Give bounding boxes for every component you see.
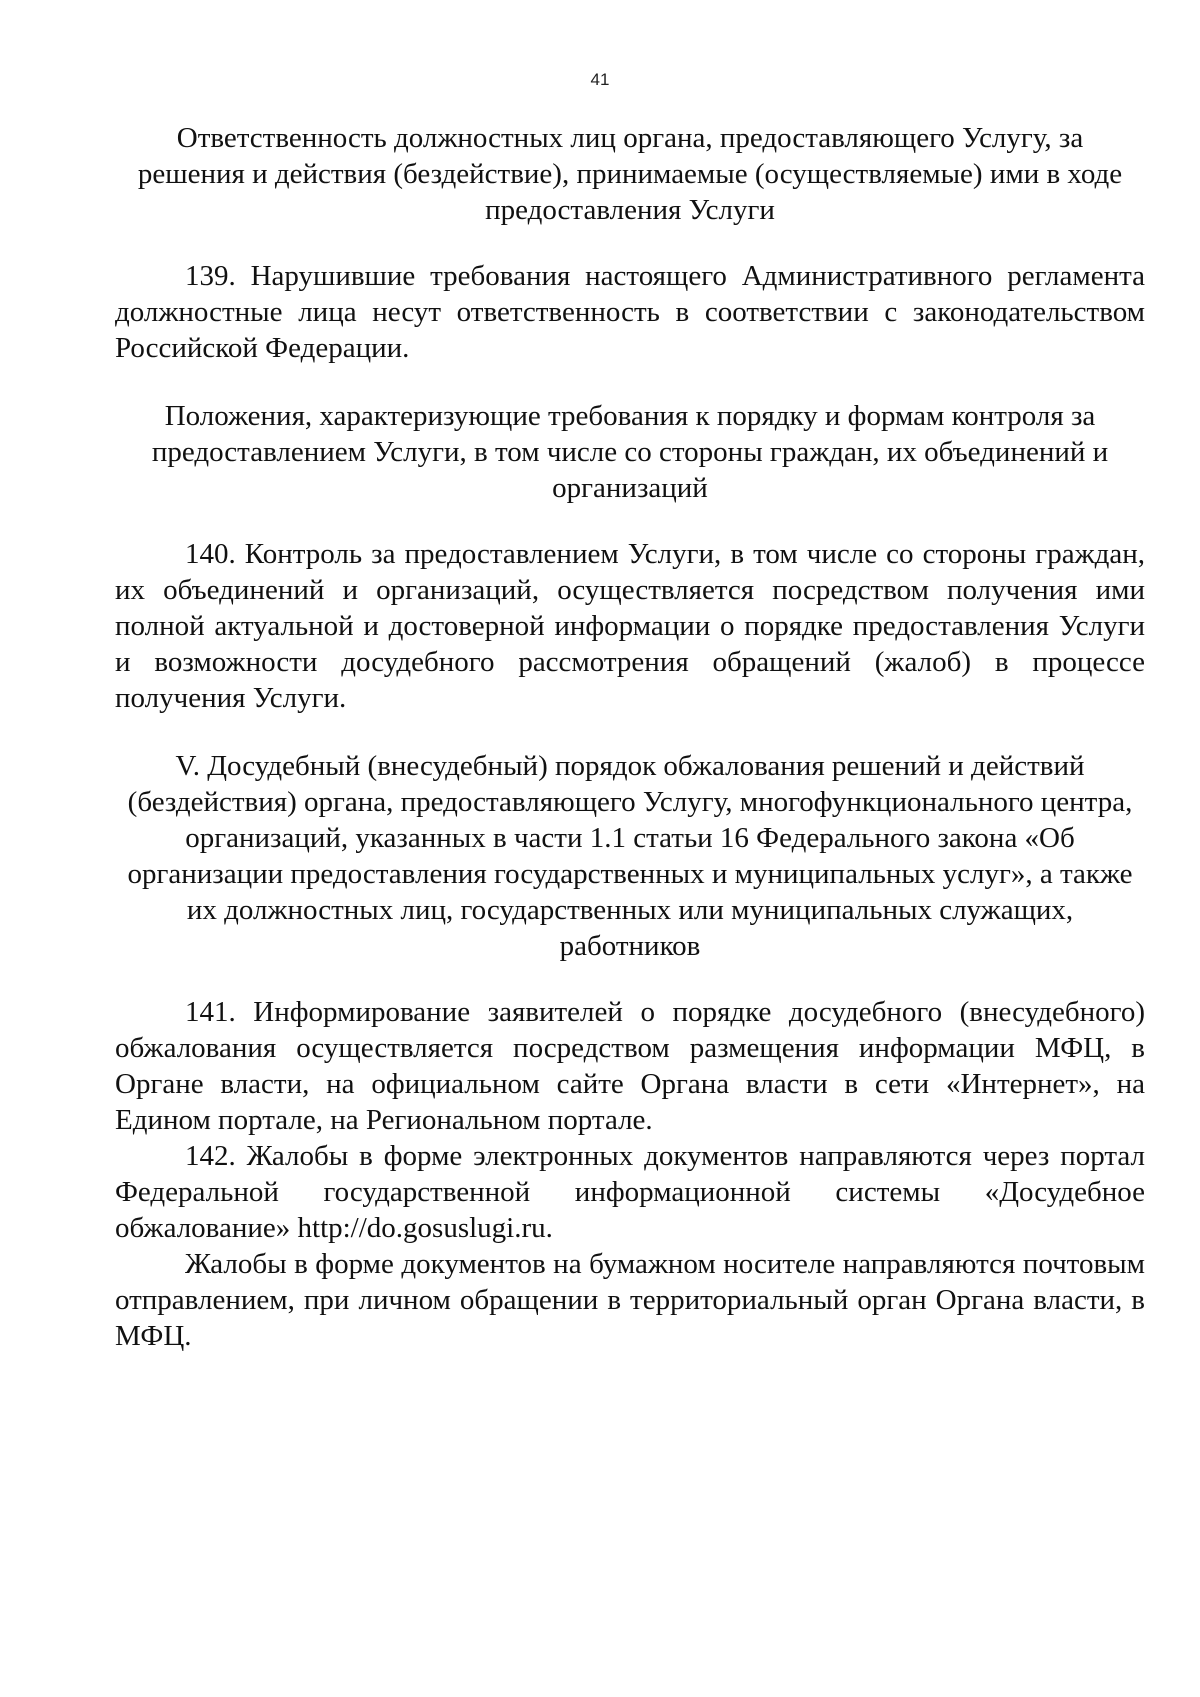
section-heading: V. Досудебный (внесудебный) порядок обжалования решений и действий (бездействия) органа, предоставляющего Услугу, многофункционального центра, организаций, указанных в части 1.1 статьи 16 Федерального закона «Об организации предоставления государственных и муниципальных услуг», а также их должностных лиц, государственных или муниципальных служащих, работников: [127, 750, 1133, 962]
paragraph-142: 142. Жалобы в форме электронных документов направляются через портал Федеральной государственной информационной системы «Досудебное обжалование» http://do.gosuslugi.ru.: [115, 1140, 1145, 1244]
paragraph-139: 139. Нарушившие требования настоящего Административного регламента должностные лица несут ответственность в соответствии с законодательством Российской Федерации.: [115, 260, 1145, 364]
section-control: [115, 398, 1145, 716]
section-responsibility: [115, 120, 1145, 366]
paragraph-141: 141. Информирование заявителей о порядке досудебного (внесудебного) обжалования осуществляется посредством размещения информации МФЦ, в Органе власти, на официальном сайте Органа власти в сети «Интернет», на Едином портале, на Региональном портале.: [115, 996, 1145, 1136]
page-number: 41: [590, 70, 610, 89]
section-appeal: [115, 748, 1145, 1354]
paragraph-140: 140. Контроль за предоставлением Услуги, в том числе со стороны граждан, их объединений и организаций, осуществляется посредством получения ими полной актуальной и достоверной информации о порядке предоставления Услуги и возможности досудебного рассмотрения обращений (жалоб) в процессе получения Услуги.: [115, 538, 1145, 714]
document-body: [115, 120, 1145, 1354]
section-heading: Ответственность должностных лиц органа, предоставляющего Услугу, за решения и действия (бездействие), принимаемые (осуществляемые) ими в ходе предоставления Услуги: [137, 122, 1123, 226]
section-heading: Положения, характеризующие требования к порядку и формам контроля за предоставлением Услуги, в том числе со стороны граждан, их объединений и организаций: [151, 400, 1109, 504]
paragraph-paper-complaints: Жалобы в форме документов на бумажном носителе направляются почтовым отправлением, при личном обращении в территориальный орган Органа власти, в МФЦ.: [115, 1248, 1145, 1352]
